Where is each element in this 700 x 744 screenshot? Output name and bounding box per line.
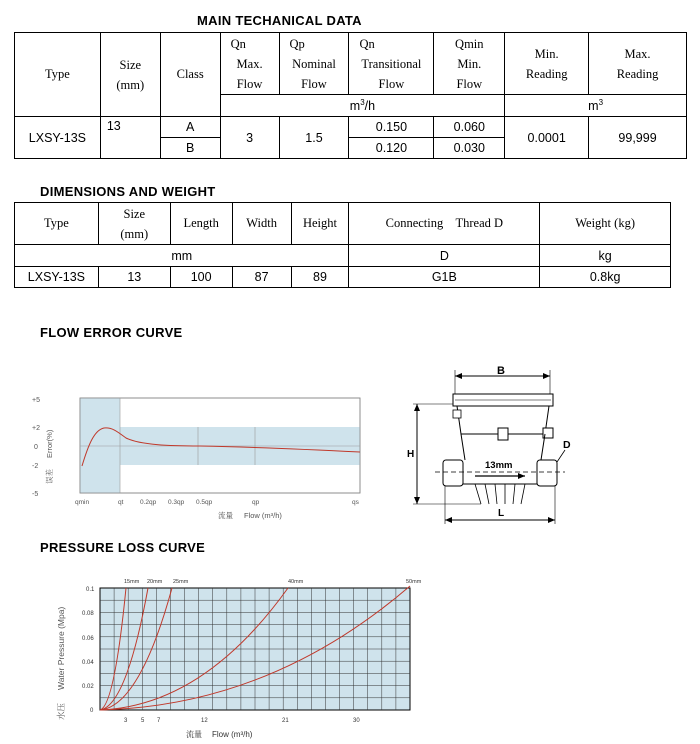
unit-reading-sup: 3 (598, 97, 604, 107)
pressure-ylabel: Water Pressure (Mpa) (56, 606, 66, 690)
flow-error-band-low (80, 398, 120, 493)
dim-header-type: Type (15, 203, 99, 245)
dim-l-arrow-left (445, 517, 452, 523)
flow-error-xtick: 0.5qp (196, 499, 213, 506)
pressure-ytick: 0.02 (82, 684, 94, 690)
dim-h-arrow-top (414, 404, 420, 411)
unit-flow-tail: /h (364, 99, 376, 114)
main-row-a (15, 117, 687, 138)
flow-error-xtick: qt (118, 499, 124, 506)
label-13mm: 13mm (485, 460, 513, 471)
cell-class-b: B (160, 138, 220, 159)
dim-header-size-l1: Size (123, 206, 146, 221)
dim-header-size (98, 203, 170, 245)
header-max-reading (589, 33, 687, 95)
pressure-ytick: 0.08 (82, 611, 94, 617)
flow-error-ytick: +5 (32, 397, 40, 404)
pressure-ytick: 0.04 (82, 660, 94, 666)
main-data-table (14, 32, 687, 159)
pressure-ytick: 0.06 (82, 636, 94, 642)
flow-error-xtick: 0.2qp (140, 499, 157, 506)
dim-header-size-l2: (mm) (120, 226, 149, 241)
meter-outlet-nut (537, 460, 557, 486)
label-l: L (498, 508, 505, 519)
flow-error-title: FLOW ERROR CURVE (40, 325, 183, 340)
curve-label: 40mm (288, 579, 304, 585)
cell-qt-a: 0.150 (349, 117, 434, 138)
curve-label: 15mm (124, 579, 140, 585)
header-qp-l3: Flow (301, 76, 327, 91)
dim-cell-height: 89 (291, 267, 349, 288)
flow-error-xtick: 0.3qp (168, 499, 185, 506)
flow-error-ylabel: Error(%) (45, 429, 54, 458)
main-header-row (15, 33, 687, 95)
cell-type: LXSY-13S (15, 117, 101, 159)
header-size-unit: (mm) (116, 77, 145, 92)
header-qmin-l2: Min. (457, 56, 482, 71)
pressure-loss-chart (40, 572, 430, 742)
dim-unit-mm: mm (15, 245, 349, 267)
flow-error-ylabel-cn: 误差 (45, 469, 54, 484)
dim-units-row (15, 245, 671, 267)
cell-qmin-b: 0.030 (434, 138, 505, 159)
pressure-ytick: 0 (90, 708, 94, 714)
cell-min-reading: 0.0001 (505, 117, 589, 159)
meter-screw (453, 410, 461, 418)
dim-cell-size: 13 (98, 267, 170, 288)
flow-error-ytick: +2 (32, 425, 40, 432)
header-qp (279, 33, 349, 95)
cell-qmin-a: 0.060 (434, 117, 505, 138)
flow-error-ytick: -5 (32, 491, 39, 498)
header-size-line: Size (119, 57, 142, 72)
header-class: Class (160, 33, 220, 117)
cell-max-reading: 99,999 (589, 117, 687, 159)
dim-header-weight: Weight (kg) (540, 203, 671, 245)
dim-data-row (15, 267, 671, 288)
pressure-xtick: 5 (141, 718, 145, 724)
header-min-reading-l2: Reading (525, 66, 568, 81)
dim-cell-width: 87 (232, 267, 291, 288)
unit-reading (505, 95, 687, 117)
meter-reg-box (498, 428, 508, 440)
header-size (100, 33, 160, 117)
label-d: D (563, 439, 571, 451)
pressure-ytick: 0.1 (86, 587, 95, 593)
dim-header-length: Length (170, 203, 232, 245)
dim-unit-kg: kg (540, 245, 671, 267)
header-max-reading-l2: Reading (616, 66, 659, 81)
dimensions-title: DIMENSIONS AND WEIGHT (40, 184, 216, 199)
unit-flow (220, 95, 505, 117)
header-qn-l3: Flow (236, 76, 263, 91)
header-min-reading-l1: Min. (534, 46, 559, 61)
header-qn-l1: Qn (230, 36, 246, 51)
dim-l-arrow-right (548, 517, 555, 523)
flow-error-xlabel: Flow (m³/h) (244, 511, 282, 520)
dim-d-leader (557, 450, 565, 462)
pressure-xtick: 7 (157, 718, 161, 724)
pressure-xtick: 30 (353, 718, 360, 724)
dimensions-table (14, 202, 671, 288)
pressure-xtick: 21 (282, 718, 289, 724)
pressure-xlabel-cn: 流量 (186, 730, 202, 739)
flow-error-xlabel-cn: 流量 (218, 511, 233, 520)
header-qmin-l1: Qmin (455, 36, 484, 51)
cell-qt-b: 0.120 (349, 138, 434, 159)
meter-dimension-drawing (405, 364, 590, 529)
flow-error-ytick: 0 (34, 444, 38, 451)
dim-b-arrow-right (543, 373, 550, 379)
label-b: B (497, 365, 505, 377)
header-qn (220, 33, 279, 95)
curve-label: 25mm (173, 579, 189, 585)
dim-h-arrow-bottom (414, 497, 420, 504)
header-qmin (434, 33, 505, 95)
header-max-reading-l1: Max. (624, 46, 651, 61)
header-qmin-l3: Flow (456, 76, 483, 91)
pressure-xtick: 12 (201, 718, 208, 724)
flow-error-chart (30, 388, 370, 523)
dim-cell-length: 100 (170, 267, 232, 288)
dim-header-width: Width (232, 203, 291, 245)
dim-header-row (15, 203, 671, 245)
header-type: Type (15, 33, 101, 117)
cell-size: 13 (100, 117, 160, 159)
header-qp-l1: Qp (289, 36, 305, 51)
dim-b-arrow-left (455, 373, 462, 379)
unit-flow-sup: 3 (360, 97, 365, 107)
header-qt-l2: Transitional (361, 56, 422, 71)
header-qn-l2: Max. (236, 56, 263, 71)
header-min-reading (505, 33, 589, 95)
curve-label: 50mm (406, 579, 422, 585)
unit-reading-base: m (588, 99, 599, 114)
meter-inlet-nut (443, 460, 463, 486)
pressure-loss-title: PRESSURE LOSS CURVE (40, 540, 206, 555)
pressure-xlabel: Flow (m³/h) (212, 730, 253, 739)
meter-base-fins (475, 484, 525, 504)
header-qt-l1: Qn (359, 36, 375, 51)
dim-cell-thread: G1B (349, 267, 540, 288)
flow-arrow-head (518, 473, 525, 479)
dim-unit-d: D (349, 245, 540, 267)
flow-error-xtick: qmin (75, 499, 90, 506)
dim-cell-weight: 0.8kg (540, 267, 671, 288)
header-qp-l2: Nominal (292, 56, 336, 71)
header-qt (349, 33, 434, 95)
dim-cell-type: LXSY-13S (15, 267, 99, 288)
flow-error-xtick: qs (352, 499, 359, 506)
header-qt-l3: Flow (378, 76, 405, 91)
dim-header-connecting: Connecting Thread D (349, 203, 540, 245)
flow-error-xtick: qp (252, 499, 260, 506)
flow-error-ytick: -2 (32, 463, 39, 470)
cell-qn: 3 (220, 117, 279, 159)
pressure-ylabel-cn: 水压 (56, 702, 66, 720)
pressure-xtick: 3 (124, 718, 128, 724)
cell-class-a: A (160, 117, 220, 138)
cell-qp: 1.5 (279, 117, 349, 159)
curve-label: 20mm (147, 579, 163, 585)
label-h: H (407, 449, 415, 460)
main-data-title: MAIN TECHANICAL DATA (197, 13, 362, 28)
dim-header-height: Height (291, 203, 349, 245)
unit-flow-base: m (349, 99, 361, 114)
